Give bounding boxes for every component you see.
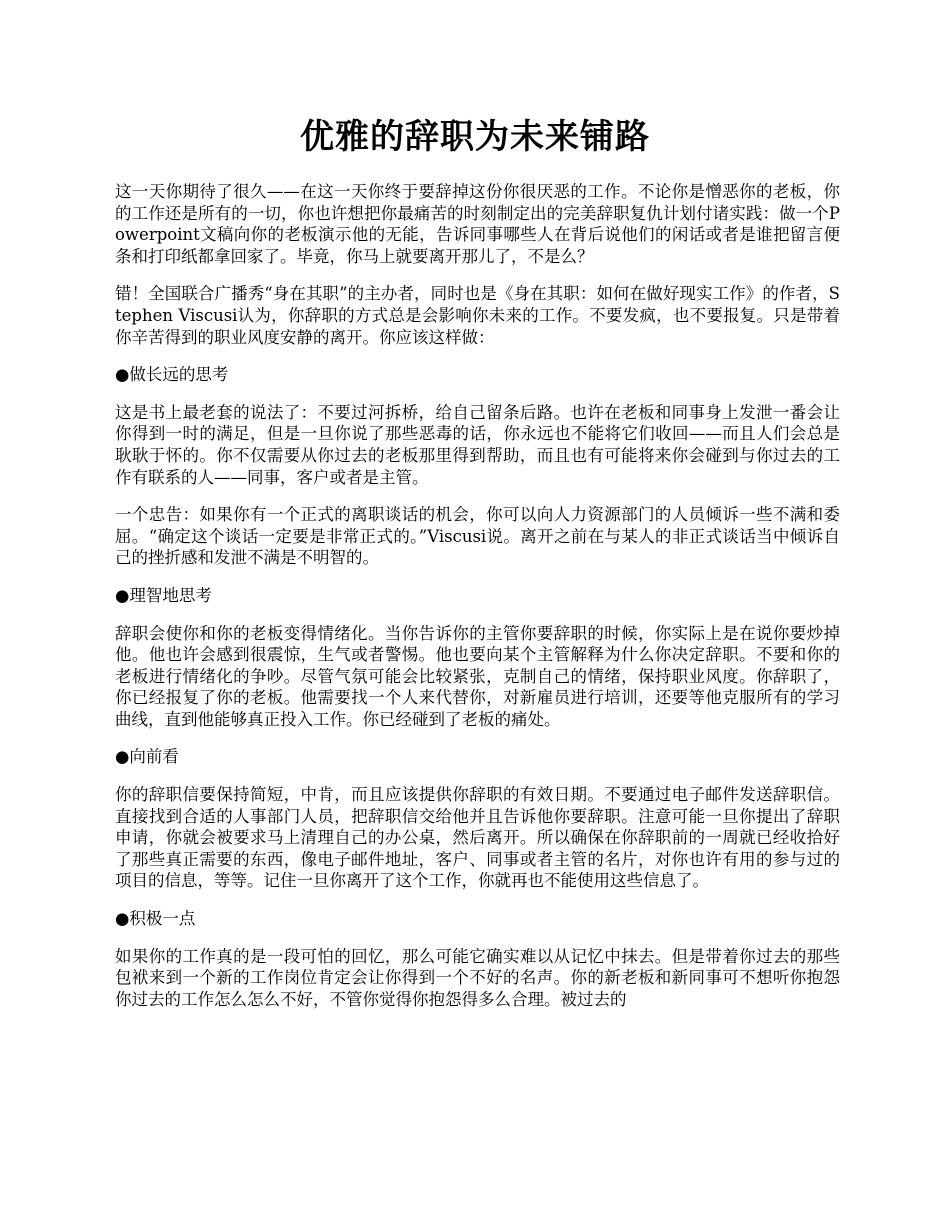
paragraph-rational: 辞职会使你和你的老板变得情绪化。当你告诉你的主管你要辞职的时候，你实际上是在说你要炒掉他。他也许会感到很震惊，生气或者警惕。他也要向某个主管解释为什么你决定辞职。不要和你的老板进行情绪化的争吵。尽管气氛可能会比较紧张，克制自己的情绪，保持职业风度。你辞职了，你已经报复了你的老板。他需要找一个人来代替你，对新雇员进行培训，还要等他克服所有的学习曲线，直到他能够真正投入工作。你已经碰到了老板的痛处。 — [115, 623, 840, 729]
section-heading-long-term: ●做长远的思考 — [115, 365, 229, 385]
paragraph-advice: 一个忠告：如果你有一个正式的离职谈话的机会，你可以向人力资源部门的人员倾诉一些不满和委屈。“确定这个谈话一定要是非常正式的。”Viscusi说。离开之前在与某人的非正式谈话当中倾诉自己的挫折感和发泄不满是不明智的。 — [115, 505, 840, 568]
section-heading-positive: ●积极一点 — [115, 909, 196, 929]
section-heading-forward: ●向前看 — [115, 747, 179, 767]
paragraph-long-term: 这是书上最老套的说法了：不要过河拆桥，给自己留条后路。也许在老板和同事身上发泄一番会让你得到一时的满足，但是一旦你说了那些恶毒的话，你永远也不能将它们收回——而且人们会总是耿耿于怀的。你不仅需要从你过去的老板那里得到帮助，而且也有可能将来你会碰到与你过去的工作有联系的人——同事，客户或者是主管。 — [115, 402, 840, 487]
paragraph-viscusi: 错！全国联合广播秀“身在其职”的主办者，同时也是《身在其职：如何在做好现实工作》的作者，Stephen Viscusi认为，你辞职的方式总是会影响你未来的工作。不要发疯，也不要报复。只是带着你辛苦得到的职业风度安静的离开。你应该这样做： — [115, 284, 840, 347]
paragraph-intro: 这一天你期待了很久——在这一天你终于要辞掉这份你很厌恶的工作。不论你是憎恶你的老板，你的工作还是所有的一切，你也许想把你最痛苦的时刻制定出的完美辞职复仇计划付诸实践：做一个Powerpoint文稿向你的老板演示他的无能，告诉同事哪些人在背后说他们的闲话或者是谁把留言便条和打印纸都拿回家了。毕竟，你马上就要离开那儿了，不是么？ — [115, 182, 840, 266]
paragraph-forward: 你的辞职信要保持简短，中肯，而且应该提供你辞职的有效日期。不要通过电子邮件发送辞职信。直接找到合适的人事部门人员，把辞职信交给他并且告诉他你要辞职。注意可能一旦你提出了辞职申请，你就会被要求马上清理自己的办公桌，然后离开。所以确保在你辞职前的一周就已经收拾好了那些真正需要的东西，像电子邮件地址，客户、同事或者主管的名片，对你也许有用的参与过的项目的信息，等等。记住一旦你离开了这个工作，你就再也不能使用这些信息了。 — [115, 785, 840, 891]
paragraph-positive: 如果你的工作真的是一段可怕的回忆，那么可能它确实难以从记忆中抹去。但是带着你过去的那些包袱来到一个新的工作岗位肯定会让你得到一个不好的名声。你的新老板和新同事可不想听你抱怨你过去的工作怎么怎么不好，不管你觉得你抱怨得多么合理。被过去的 — [115, 946, 840, 1009]
article-body — [115, 181, 840, 1026]
section-heading-rational: ●理智地思考 — [115, 585, 212, 605]
page-title: 优雅的辞职为未来铺路 — [300, 117, 650, 157]
